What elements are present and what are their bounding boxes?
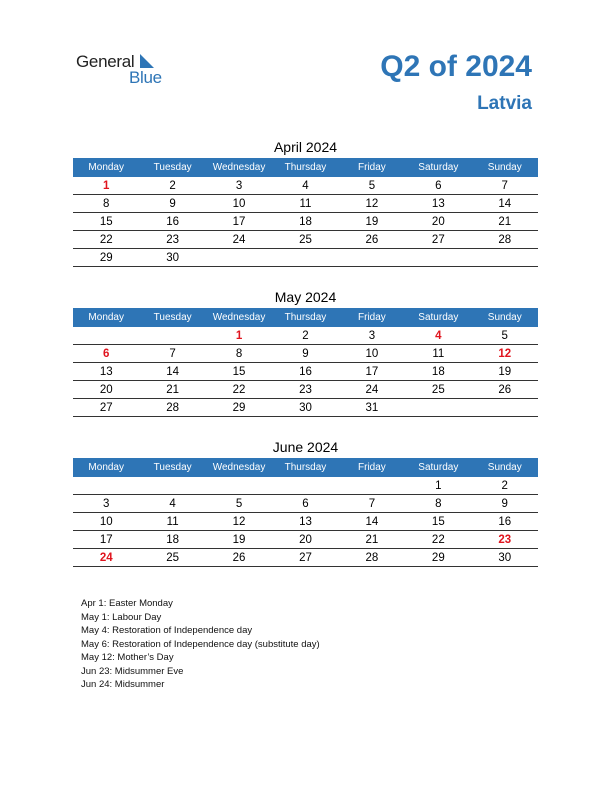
day-cell: 18 [166, 534, 180, 546]
day-cell: 10 [99, 516, 113, 528]
week-row [73, 249, 538, 267]
weeks-grid [73, 177, 538, 267]
week-row [73, 549, 538, 567]
month-may [73, 287, 538, 417]
day-cell: 10 [232, 198, 246, 210]
page-title: Q2 of 2024 [380, 50, 532, 83]
empty-day-cell [472, 249, 538, 266]
week-row [73, 495, 538, 513]
weekday-label: Monday [88, 312, 124, 323]
day-cell: 17 [232, 216, 246, 228]
day-cell: 15 [431, 516, 445, 528]
month-title: April 2024 [273, 139, 338, 155]
week-row [73, 531, 538, 549]
holiday-item: May 4: Restoration of Independence day [81, 625, 253, 636]
holiday-day-cell: 23 [498, 534, 512, 546]
empty-day-cell [206, 477, 272, 494]
day-cell: 22 [99, 234, 113, 246]
day-cell: 25 [431, 384, 445, 396]
day-cell: 7 [368, 498, 376, 510]
holiday-item: May 12: Mother’s Day [81, 652, 174, 663]
day-cell: 4 [302, 180, 309, 192]
day-cell: 24 [232, 234, 246, 246]
day-cell: 10 [365, 348, 379, 360]
day-cell: 29 [99, 252, 113, 264]
day-cell: 20 [431, 216, 445, 228]
day-cell: 30 [166, 252, 180, 264]
logo-general-text: General [76, 52, 135, 71]
day-cell: 21 [498, 216, 512, 228]
empty-day-cell [339, 249, 405, 266]
day-cell: 6 [435, 180, 442, 192]
day-cell: 16 [166, 216, 180, 228]
day-cell: 26 [498, 384, 512, 396]
day-cell: 27 [299, 552, 312, 564]
month-title: May 2024 [274, 289, 337, 305]
empty-day-cell [206, 249, 272, 266]
day-cell: 2 [169, 180, 176, 192]
day-cell: 8 [235, 348, 243, 360]
day-cell: 28 [166, 402, 180, 414]
weekday-label: Thursday [284, 162, 327, 173]
day-cell: 22 [232, 384, 246, 396]
day-cell: 19 [232, 534, 246, 546]
weekday-header [73, 158, 538, 177]
day-cell: 5 [235, 498, 243, 510]
week-row [73, 327, 538, 345]
month-june [73, 437, 538, 567]
day-cell: 12 [232, 516, 246, 528]
day-cell: 11 [432, 348, 445, 360]
weekday-label: Thursday [284, 462, 327, 473]
week-row [73, 513, 538, 531]
day-cell: 5 [368, 180, 376, 192]
day-cell: 9 [169, 198, 176, 210]
holiday-item: May 1: Labour Day [81, 611, 162, 623]
day-cell: 19 [498, 366, 512, 378]
day-cell: 11 [166, 516, 179, 528]
day-cell: 26 [232, 552, 246, 564]
day-cell: 30 [299, 402, 312, 414]
weekday-label: Tuesday [153, 462, 192, 473]
weekday-header [73, 308, 538, 327]
week-row [73, 213, 538, 231]
day-cell: 16 [299, 366, 312, 378]
day-cell: 27 [431, 234, 445, 246]
weekday-label: Friday [358, 312, 386, 323]
day-cell: 17 [99, 534, 113, 546]
day-cell: 4 [169, 498, 176, 510]
weeks-grid [73, 477, 538, 567]
weekday-label: Saturday [418, 312, 459, 323]
holiday-day-cell: 24 [99, 552, 113, 564]
holiday-item: May 6: Restoration of Independence day (substitute day) [81, 638, 320, 650]
day-cell: 28 [365, 552, 379, 564]
week-row [73, 231, 538, 249]
country-name: Latvia [477, 93, 532, 114]
day-cell: 3 [368, 330, 376, 342]
holiday-day-cell: 1 [235, 330, 243, 342]
day-cell: 2 [302, 330, 309, 342]
day-cell: 1 [435, 480, 442, 492]
day-cell: 25 [299, 234, 312, 246]
empty-day-cell [73, 327, 139, 344]
weekday-label: Wednesday [212, 462, 266, 473]
day-cell: 30 [498, 552, 512, 564]
empty-day-cell [139, 477, 205, 494]
day-cell: 19 [365, 216, 379, 228]
weekday-label: Sunday [487, 312, 522, 323]
week-row [73, 345, 538, 363]
day-cell: 13 [99, 366, 113, 378]
empty-day-cell [405, 249, 471, 266]
weekday-label: Friday [358, 162, 386, 173]
weekday-label: Wednesday [212, 162, 266, 173]
empty-day-cell [272, 249, 338, 266]
day-cell: 29 [232, 402, 246, 414]
day-cell: 3 [103, 498, 110, 510]
weekday-label: Saturday [418, 162, 459, 173]
empty-day-cell [73, 477, 139, 494]
day-cell: 7 [169, 348, 176, 360]
week-row [73, 381, 538, 399]
day-cell: 20 [299, 534, 312, 546]
day-cell: 8 [435, 498, 442, 510]
day-cell: 13 [431, 198, 445, 210]
day-cell: 14 [166, 366, 180, 378]
holiday-item: Apr 1: Easter Monday [81, 598, 173, 609]
day-cell: 21 [365, 534, 379, 546]
weekday-label: Monday [88, 162, 124, 173]
day-cell: 17 [365, 366, 379, 378]
empty-day-cell [472, 399, 538, 416]
empty-day-cell [405, 399, 471, 416]
weekday-label: Friday [358, 462, 386, 473]
month-title: June 2024 [272, 439, 339, 455]
day-cell: 2 [501, 480, 508, 492]
weekday-label: Wednesday [212, 312, 266, 323]
holiday-day-cell: 1 [103, 180, 110, 192]
weekday-header [73, 458, 538, 477]
week-row [73, 477, 538, 495]
day-cell: 11 [299, 198, 312, 210]
weekday-label: Saturday [418, 462, 459, 473]
empty-day-cell [272, 477, 338, 494]
weeks-grid [73, 327, 538, 417]
weekday-label: Sunday [487, 162, 522, 173]
logo-triangle-icon [140, 54, 154, 68]
day-cell: 23 [166, 234, 180, 246]
week-row [73, 195, 538, 213]
day-cell: 23 [299, 384, 312, 396]
holiday-day-cell: 4 [435, 330, 442, 342]
holiday-item: Jun 24: Midsummer [81, 679, 165, 690]
day-cell: 8 [103, 198, 110, 210]
day-cell: 15 [99, 216, 113, 228]
day-cell: 26 [365, 234, 379, 246]
day-cell: 28 [498, 234, 512, 246]
week-row [73, 399, 538, 417]
day-cell: 6 [302, 498, 309, 510]
day-cell: 31 [365, 402, 379, 414]
empty-day-cell [139, 327, 205, 344]
day-cell: 18 [431, 366, 445, 378]
day-cell: 3 [235, 180, 243, 192]
holiday-item: Jun 23: Midsummer Eve [81, 665, 184, 677]
day-cell: 13 [299, 516, 312, 528]
day-cell: 14 [365, 516, 379, 528]
day-cell: 20 [99, 384, 113, 396]
weekday-label: Thursday [284, 312, 327, 323]
day-cell: 12 [365, 198, 379, 210]
weekday-label: Monday [88, 462, 124, 473]
weekday-label: Tuesday [153, 162, 192, 173]
week-row [73, 363, 538, 381]
day-cell: 14 [498, 198, 512, 210]
logo-blue-text: Blue [129, 68, 162, 87]
weekday-label: Tuesday [153, 312, 192, 323]
day-cell: 22 [431, 534, 445, 546]
day-cell: 21 [166, 384, 180, 396]
day-cell: 16 [498, 516, 512, 528]
day-cell: 18 [299, 216, 312, 228]
empty-day-cell [339, 477, 405, 494]
day-cell: 29 [431, 552, 445, 564]
day-cell: 9 [302, 348, 309, 360]
holiday-list [81, 597, 320, 692]
day-cell: 9 [501, 498, 508, 510]
day-cell: 25 [166, 552, 180, 564]
day-cell: 5 [501, 330, 508, 342]
day-cell: 7 [501, 180, 508, 192]
logo [76, 52, 186, 92]
day-cell: 24 [365, 384, 379, 396]
holiday-day-cell: 12 [498, 348, 512, 360]
day-cell: 27 [99, 402, 113, 414]
weekday-label: Sunday [487, 462, 522, 473]
month-april [73, 137, 538, 267]
holiday-day-cell: 6 [103, 348, 110, 360]
week-row [73, 177, 538, 195]
day-cell: 15 [232, 366, 246, 378]
